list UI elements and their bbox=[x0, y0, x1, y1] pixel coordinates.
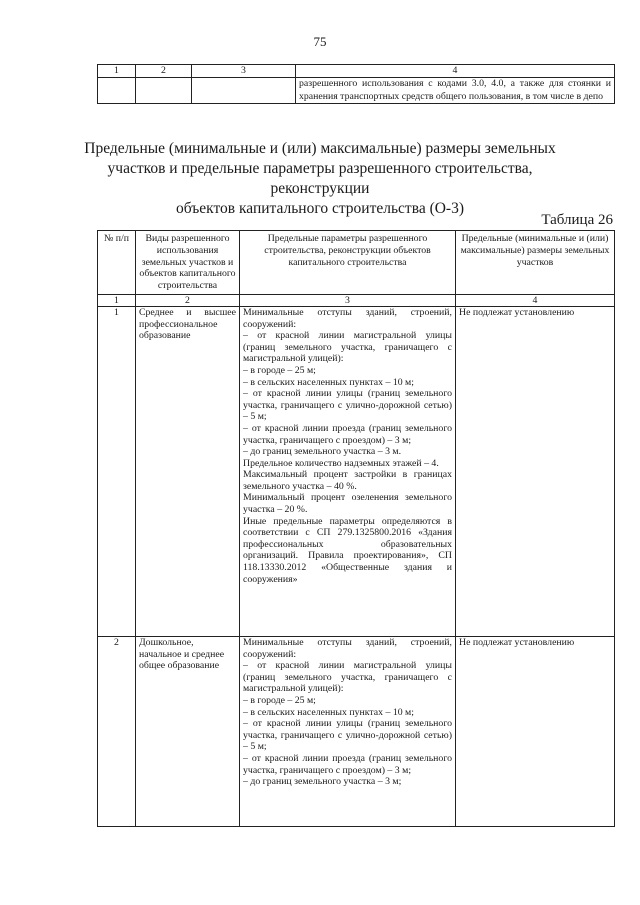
parameter-line: – от красной линии проезда (границ земельного участка, граничащего с проездом) – 3 м; bbox=[243, 752, 452, 776]
parameter-line: Минимальные отступы зданий, строений, сооружений: bbox=[243, 306, 452, 330]
table-row bbox=[98, 636, 615, 826]
parameter-line: – от красной линии проезда (границ земельного участка, граничащего с проездом) – 3 м; bbox=[243, 422, 452, 446]
continued-table bbox=[97, 64, 615, 104]
parameter-line: – в городе – 25 м; bbox=[243, 694, 316, 706]
table-label: Таблица 26 bbox=[541, 212, 613, 228]
parameters-table bbox=[97, 230, 615, 827]
table-header-row bbox=[98, 231, 615, 295]
header-parameters: Предельные параметры разрешенного строительства, реконструкции объектов капитального строительства bbox=[240, 231, 456, 295]
continued-table-header bbox=[98, 65, 615, 78]
column-number: 2 bbox=[136, 65, 192, 78]
column-number: 3 bbox=[192, 65, 296, 78]
header-use-type: Виды разрешенного использования земельных участков и объектов капитального строительства bbox=[136, 231, 240, 295]
header-number: № п/п bbox=[98, 231, 136, 295]
table-cell: разрешенного использования с кодами 3.0, 4.0, а также для стоянки и хранения транспортных средств общего пользования, в том числе в депо bbox=[296, 78, 615, 104]
table-cell bbox=[136, 78, 192, 104]
parameter-line: – от красной линии магистральной улицы (границ земельного участка, граничащего с магистральной улицей): bbox=[243, 660, 452, 695]
heading-line: участков и предельные параметры разрешенного строительства, реконструкции bbox=[107, 160, 533, 197]
table-cell bbox=[192, 78, 296, 104]
column-number: 4 bbox=[296, 65, 615, 78]
parameter-line: – в сельских населенных пунктах – 10 м; bbox=[243, 376, 414, 388]
heading-line: объектов капитального строительства (О-3) bbox=[175, 200, 464, 217]
row-number: 2 bbox=[98, 636, 136, 826]
parameter-line: – от красной линии улицы (границ земельного участка, граничащего с улично-дорожной сетью) – 5 м; bbox=[243, 718, 452, 753]
parameter-line: – от красной линии улицы (границ земельного участка, граничащего с улично-дорожной сетью) – 5 м; bbox=[243, 388, 452, 423]
plot-size: Не подлежат установлению bbox=[456, 306, 615, 636]
header-plot-sizes: Предельные (минимальные и (или) максимальные) размеры земельных участков bbox=[456, 231, 615, 295]
parameter-line: – в городе – 25 м; bbox=[243, 364, 316, 376]
parameter-line: Иные предельные параметры определяются в соответствии с СП 279.1325800.2016 «Здания профессиональных образовательных организаций. Правила проектирования», СП 118.13330.2012 «Общественные здания и сооружения» bbox=[243, 515, 452, 585]
parameters-cell bbox=[240, 636, 456, 826]
heading-line: Предельные (минимальные и (или) максимальные) размеры земельных bbox=[84, 140, 556, 157]
section-heading bbox=[80, 139, 560, 219]
page-number: 75 bbox=[313, 34, 327, 49]
parameter-line: – до границ земельного участка – 3 м; bbox=[243, 776, 402, 788]
table-cell bbox=[98, 78, 136, 104]
parameter-line: Предельное количество надземных этажей – 4. bbox=[243, 457, 439, 469]
parameters-cell bbox=[240, 306, 456, 636]
use-type: Среднее и высшее профессиональное образование bbox=[136, 306, 240, 636]
column-number: 4 bbox=[456, 294, 615, 306]
column-number: 1 bbox=[98, 65, 136, 78]
column-number-row bbox=[98, 294, 615, 306]
use-type: Дошкольное, начальное и среднее общее образование bbox=[136, 636, 240, 826]
table-row bbox=[98, 306, 615, 636]
column-number: 2 bbox=[136, 294, 240, 306]
parameter-line: – от красной линии магистральной улицы (границ земельного участка, граничащего с магистральной улицей): bbox=[243, 330, 452, 365]
column-number: 3 bbox=[240, 294, 456, 306]
row-number: 1 bbox=[98, 306, 136, 636]
plot-size: Не подлежат установлению bbox=[456, 636, 615, 826]
parameter-line: – в сельских населенных пунктах – 10 м; bbox=[243, 706, 414, 718]
parameter-line: Минимальный процент озеленения земельного участка – 20 %. bbox=[243, 492, 452, 516]
table-row bbox=[98, 78, 615, 104]
parameter-line: Максимальный процент застройки в границах земельного участка – 40 %. bbox=[243, 469, 452, 492]
parameter-line: – до границ земельного участка – 3 м. bbox=[243, 446, 402, 458]
column-number: 1 bbox=[98, 294, 136, 306]
parameter-line: Минимальные отступы зданий, строений, сооружений: bbox=[243, 636, 452, 660]
